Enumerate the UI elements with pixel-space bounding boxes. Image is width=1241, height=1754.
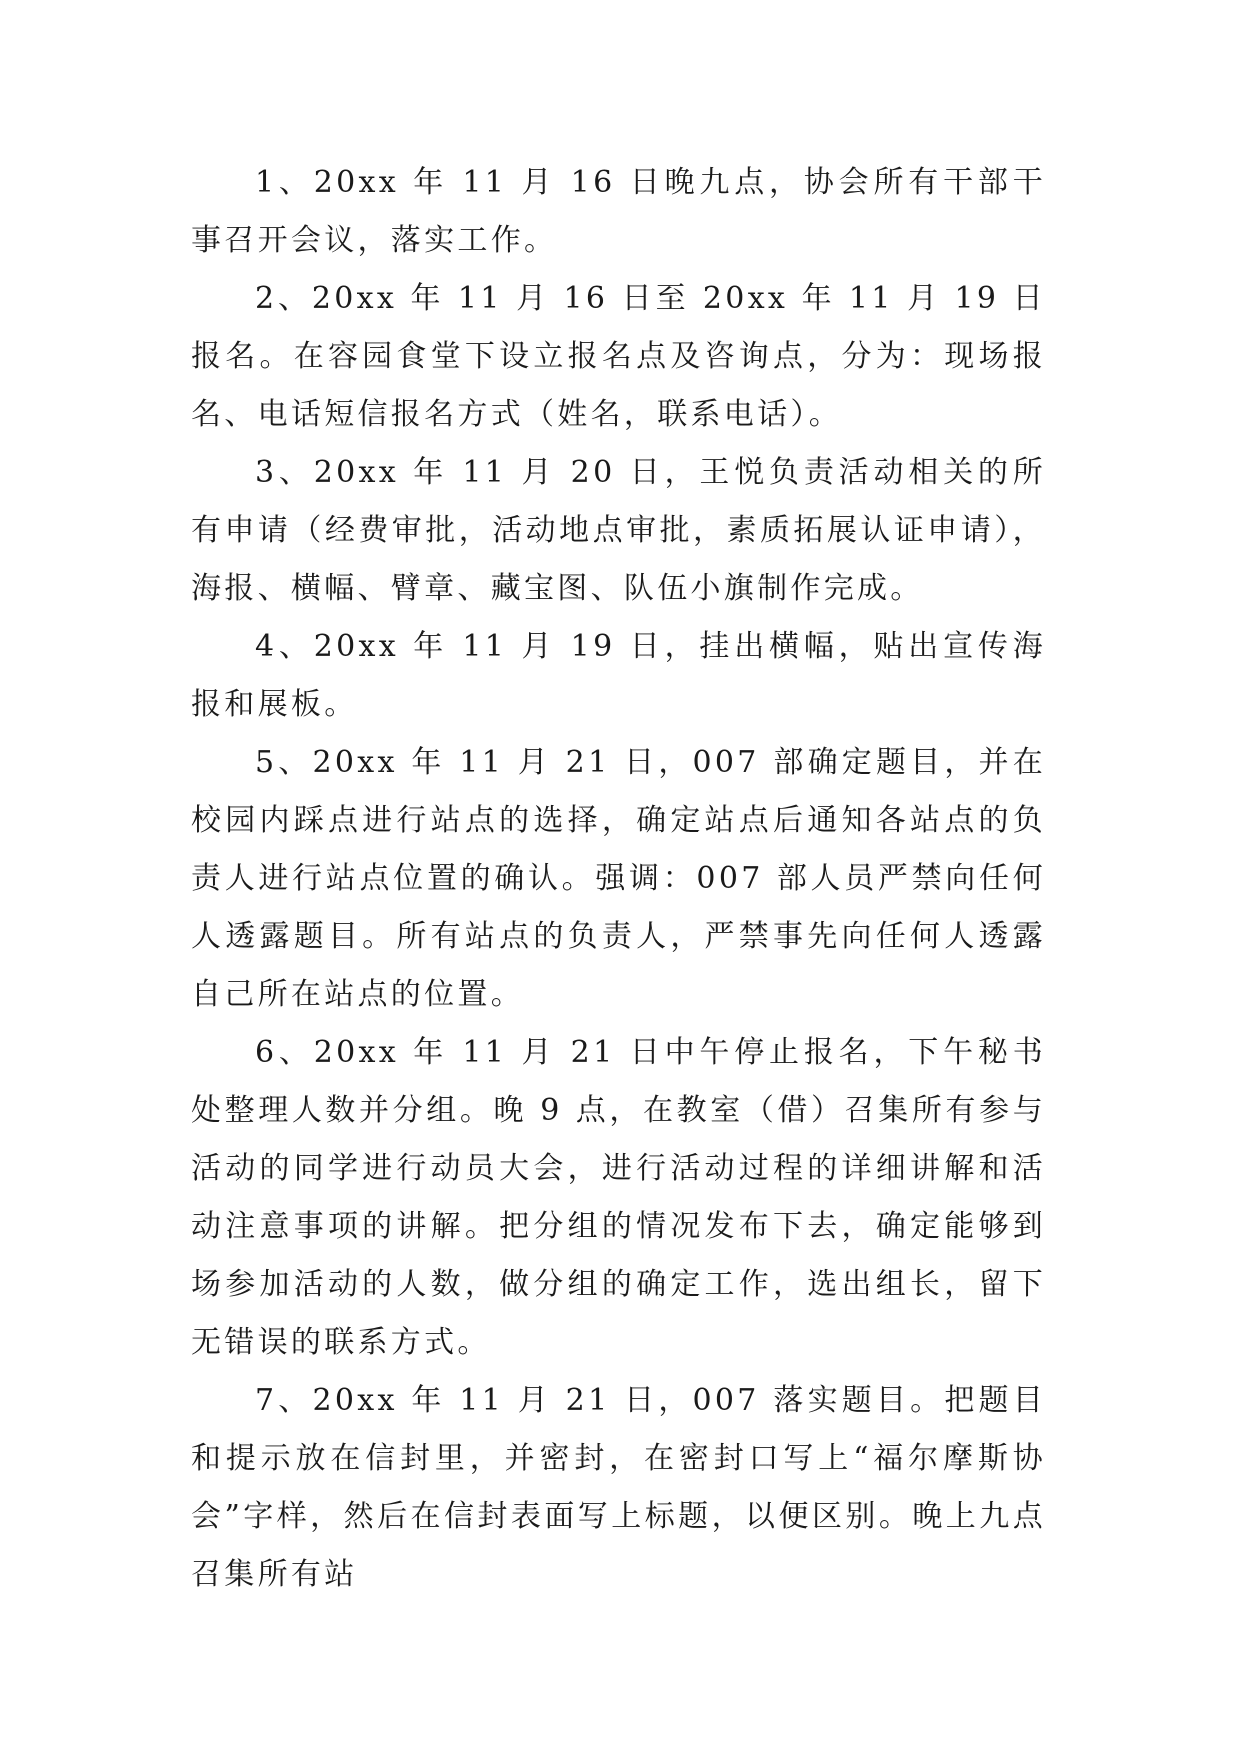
paragraph-item-7: 7、20xx 年 11 月 21 日，007 落实题目。把题目和提示放在信封里，并密封，在密封口写上“福尔摩斯协会”字样，然后在信封表面写上标题，以便区别。晚上九点召集所有站 (191, 1383, 1046, 1592)
paragraph-item-3: 3、20xx 年 11 月 20 日，王悦负责活动相关的所有申请（经费审批，活动地点审批，素质拓展认证申请），海报、横幅、臂章、藏宝图、队伍小旗制作完成。 (191, 455, 1046, 606)
paragraph-item-1: 1、20xx 年 11 月 16 日晚九点，协会所有干部干事召开会议，落实工作。 (191, 165, 1046, 258)
paragraph-item-2: 2、20xx 年 11 月 16 日至 20xx 年 11 月 19 日报名。在容园食堂下设立报名点及咨询点，分为：现场报名、电话短信报名方式（姓名，联系电话）。 (191, 281, 1046, 432)
paragraph-item-4: 4、20xx 年 11 月 19 日，挂出横幅，贴出宣传海报和展板。 (191, 629, 1046, 722)
paragraph-item-5: 5、20xx 年 11 月 21 日，007 部确定题目，并在校园内踩点进行站点的选择，确定站点后通知各站点的负责人进行站点位置的确认。强调：007 部人员严禁向任何人透露题目。所有站点的负责人，严禁事先向任何人透露自己所在站点的位置。 (191, 745, 1046, 1012)
document-body (191, 154, 1046, 1604)
paragraph-item-6: 6、20xx 年 11 月 21 日中午停止报名，下午秘书处整理人数并分组。晚 9 点，在教室（借）召集所有参与活动的同学进行动员大会，进行活动过程的详细讲解和活动注意事项的讲解。把分组的情况发布下去，确定能够到场参加活动的人数，做分组的确定工作，选出组长，留下无错误的联系方式。 (191, 1035, 1046, 1360)
